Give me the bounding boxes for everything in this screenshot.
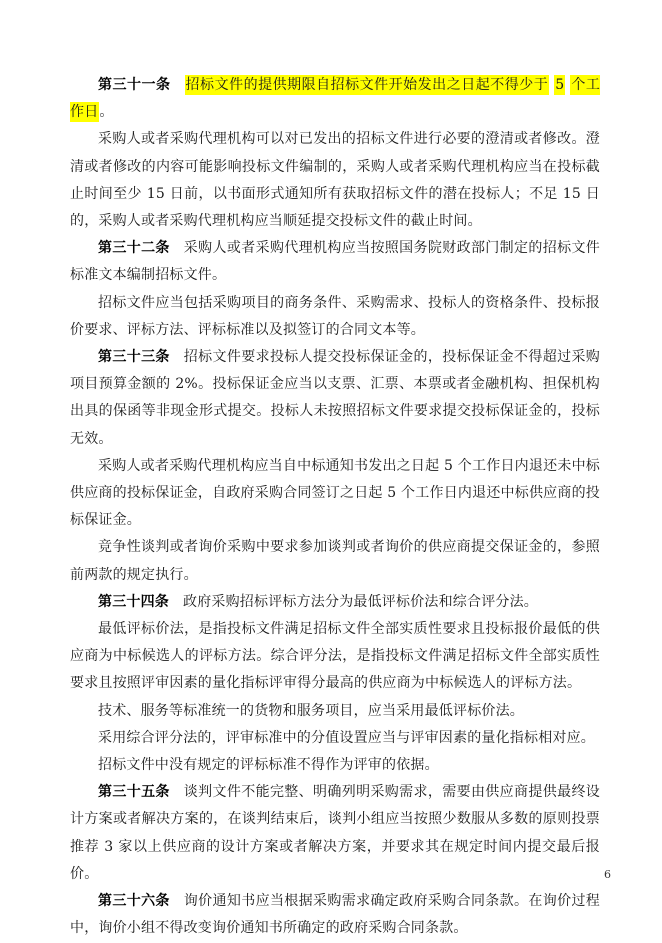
punctuation: 。 — [99, 104, 114, 121]
article-heading: 第三十二条 — [98, 240, 170, 257]
paragraph: 采用综合评分法的，评审标准中的分值设置应当与评审因素的量化指标相对应。 — [98, 729, 595, 746]
paragraph-article-34 — [70, 589, 600, 616]
article-heading: 第三十五条 — [98, 784, 170, 801]
paragraph-text: 采购人或者采购代理机构应当按照国务院财政部门制定的招标文件标准文本编制招标文件。 — [70, 240, 600, 284]
paragraph-article-35 — [70, 779, 600, 888]
paragraph: 招标文件应当包括采购项目的商务条件、采购需求、投标人的资格条件、投标报价要求、评标方法、评标标准以及拟签订的合同文本等。 — [70, 294, 600, 338]
article-heading: 第三十一条 — [98, 77, 171, 93]
paragraph: 采购人或者采购代理机构应当自中标通知书发出之日起 5 个工作日内退还未中标供应商的投标保证金，自政府采购合同签订之日起 5 个工作日内退还中标供应商的投标保证金。 — [70, 457, 600, 529]
paragraph-text: 招标文件要求投标人提交投标保证金的，投标保证金不得超过采购项目预算金额的 2%。投标保证金应当以支票、汇票、本票或者金融机构、担保机构出具的保函等非现金形式提交。投标人未按照招标文件要求提交投标保证金的，投标无效。 — [70, 349, 600, 447]
article-heading: 第三十四条 — [98, 593, 169, 610]
paragraph-text: 谈判文件不能完整、明确列明采购需求，需要由供应商提供最终设计方案或者解决方案的，在谈判结束后，谈判小组应当按照少数服从多数的原则投票推荐 3 家以上供应商的设计方案或者解决方案，并要求其在规定时间内提交最后报价。 — [70, 784, 600, 882]
paragraph-text: 政府采购招标评标方法分为最低评标价法和综合评分法。 — [183, 593, 538, 610]
article-heading: 第三十六条 — [98, 893, 170, 910]
document-page — [70, 72, 600, 943]
paragraph: 最低评标价法，是指投标文件满足招标文件全部实质性要求且投标报价最低的供应商为中标候选人的评标方法。综合评分法，是指投标文件满足招标文件全部实质性要求且按照评审因素的量化指标评审得分最高的供应商为中标候选人的评标方法。 — [70, 621, 600, 692]
highlighted-number: 5 — [555, 77, 565, 93]
highlighted-text: 个工作日 — [70, 77, 601, 121]
paragraph: 采购人或者采购代理机构可以对已发出的招标文件进行必要的澄清或者修改。澄清或者修改的内容可能影响投标文件编制的，采购人或者采购代理机构应当在投标截止时间至少 15 日前，以书面形式通知所有获取招标文件的潜在投标人；不足 15 日的，采购人或者采购代理机构应当顺延提交投标文件的截止时间。 — [70, 131, 600, 230]
paragraph: 招标文件中没有规定的评标标准不得作为评审的依据。 — [98, 757, 439, 774]
paragraph: 竞争性谈判或者询价采购中要求参加谈判或者询价的供应商提交保证金的，参照前两款的规定执行。 — [70, 539, 600, 583]
paragraph-article-36 — [70, 888, 600, 942]
paragraph-text: 询价通知书应当根据采购需求确定政府采购合同条款。在询价过程中，询价小组不得改变询价通知书所确定的政府采购合同条款。 — [70, 893, 600, 937]
article-heading: 第三十三条 — [98, 349, 170, 366]
paragraph-article-32 — [70, 235, 600, 289]
paragraph: 技术、服务等标准统一的货物和服务项目，应当采用最低评标价法。 — [98, 702, 524, 719]
page-number: 6 — [604, 868, 611, 881]
paragraph-article-33 — [70, 344, 600, 453]
paragraph-article-31 — [70, 72, 600, 126]
highlighted-text: 招标文件的提供期限自招标文件开始发出之日起不得少于 — [185, 77, 549, 93]
